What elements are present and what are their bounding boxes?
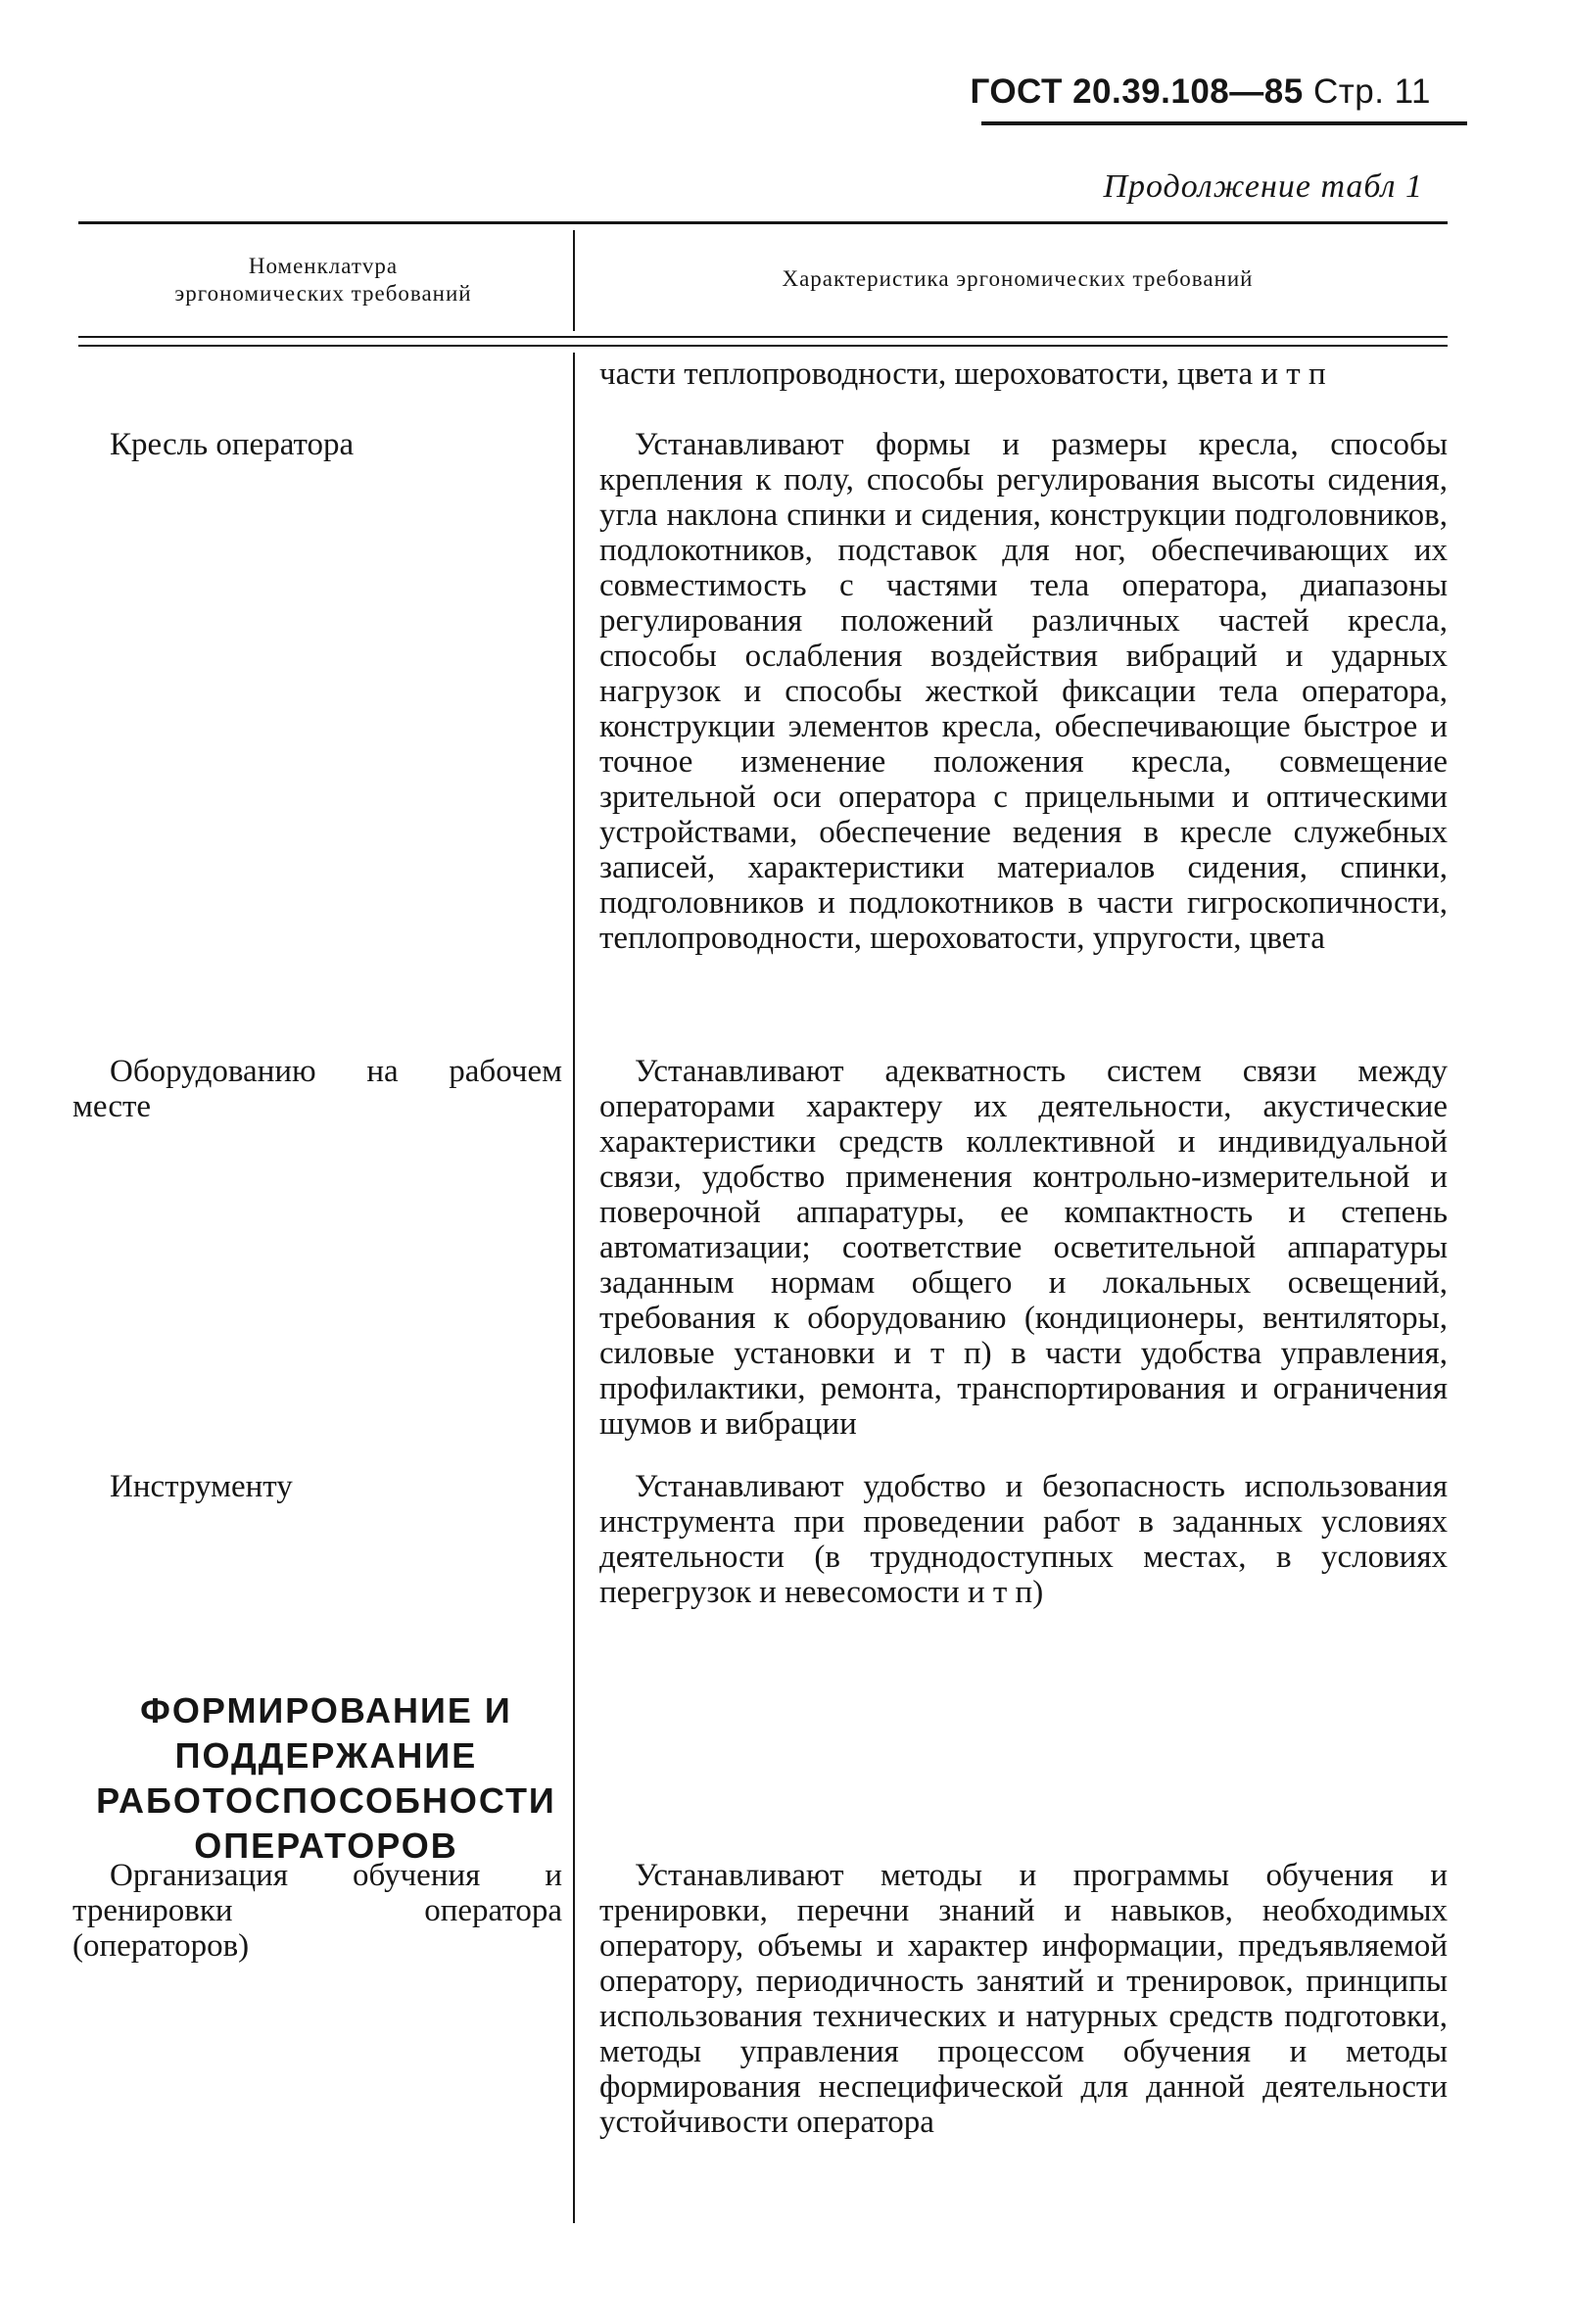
cell-characteristic: Устанавливают методы и программы обучения и тренировки, перечни знаний и навыков, необходимых оператору, объемы и характер информации, предъявляемой оператору, периодичность занятий и тренировок, принципы использования технических и натурных средств подготовки, методы управления процессом обучения и методы формирования неспецифической для данной деятельности устойчивости оператора <box>599 1858 1448 2140</box>
column-header-characteristics: Характеристика эргономических требований <box>782 266 1254 291</box>
header-bottom-rule <box>78 336 1448 338</box>
cell-nomenclature <box>72 1469 562 1504</box>
table-row-training <box>599 1858 1448 2140</box>
cell-characteristic: Устанавливают адекватность систем связи между операторами характеру их деятельности, акустические характеристики средств коллективной и индивидуальной связи, удобство применения контрольно-измерительной и поверочной аппаратуры, ее компактность и степень автоматизации; соответствие осветительной аппаратуры заданным нормам общего и локальных освещений, требования к оборудованию (кондиционеры, вентиляторы, силовые установки и т п) в части удобства управления, профилактики, ремонта, транспортирования и ограничения шумов и вибрации <box>599 1054 1448 1442</box>
cell-nomenclature <box>72 1858 562 1964</box>
cell-characteristic: части теплопроводности, шероховатости, цвета и т п <box>599 356 1326 392</box>
cell-nomenclature <box>72 1054 562 1124</box>
column-header-nomenclature <box>93 253 553 308</box>
page-number: Стр. 11 <box>1312 72 1431 111</box>
nomenclature-chair: Кресль оператора <box>110 427 355 462</box>
table-top-rule <box>78 221 1448 224</box>
table-row-equipment <box>599 1054 1448 1442</box>
body-column-divider <box>573 353 575 2223</box>
table-row-continuation <box>599 356 1448 392</box>
column-header-nomenclature-line2: эргономических требований <box>174 281 472 306</box>
nomenclature-tools: Инструменту <box>110 1469 293 1504</box>
nomenclature-training: Организация обучения и тренировки оператора (операторов) <box>72 1858 562 1964</box>
cell-nomenclature <box>72 427 562 462</box>
section-heading: ФОРМИРОВАНИЕ И ПОДДЕРЖАНИЕ РАБОТОСПОСОБНОСТИ ОПЕРАТОРОВ <box>96 1690 556 1866</box>
header-rule <box>981 121 1467 125</box>
page-header <box>970 72 1431 112</box>
nomenclature-equipment: Оборудованию на рабочем месте <box>72 1054 562 1124</box>
header-column-divider <box>573 230 575 331</box>
table-row-chair <box>599 427 1448 956</box>
standard-number: ГОСТ 20.39.108—85 <box>970 72 1304 111</box>
cell-characteristic: Устанавливают удобство и безопасность использования инструмента при проведении работ в заданных условиях деятельности (в труднодоступных местах, в условиях перегрузок и невесомости и т п) <box>599 1469 1448 1610</box>
cell-characteristic: Устанавливают формы и размеры кресла, способы крепления к полу, способы регулирования высоты сидения, угла наклона спинки и сидения, конструкции подголовников, подлокотников, подставок для ног, обеспечивающих их совместимость с частями тела оператора, диапазоны регулирования положений различных частей кресла, способы ослабления воздействия вибраций и ударных нагрузок и способы жесткой фиксации тела оператора, конструкции элементов кресла, обеспечивающие быстрое и точное изменение положения кресла, совмещение зрительной оси оператора с прицельными и оптическими устройствами, обеспечение ведения в кресле служебных записей, характеристики материалов сидения, спинки, подголовников и подлокотников в части гигроскопичности, теплопроводности, шероховатости, упругости, цвета <box>599 427 1448 956</box>
header-bottom-rule-double <box>78 345 1448 347</box>
table-continuation-label: Продолжение табл 1 <box>1103 168 1423 205</box>
column-header-nomenclature-line1: Номенклатvра <box>248 254 399 278</box>
table-row-tools <box>599 1469 1448 1610</box>
